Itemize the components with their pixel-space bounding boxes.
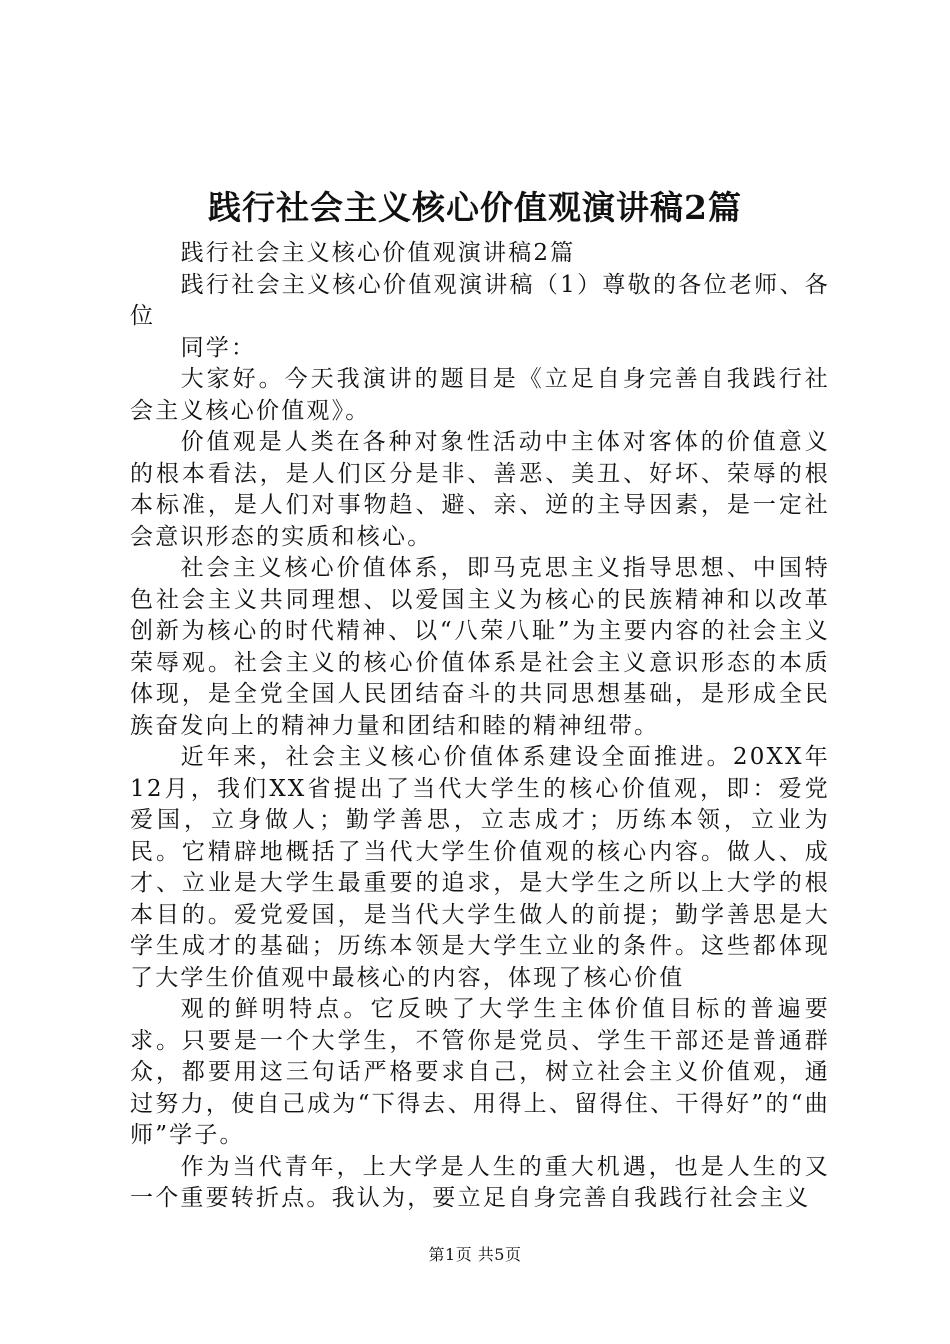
paragraph-subtitle: 践行社会主义核心价值观演讲稿2篇	[180, 240, 576, 266]
page-footer: 第1页 共5页	[428, 1245, 522, 1264]
document-body	[130, 238, 830, 1215]
paragraph-values-definition: 价值观是人类在各种对象性活动中主体对客体的价值意义的根本看法，是人们区分是非、善恶、美丑、好坏、荣辱的根本标准，是人们对事物趋、避、亲、逆的主导因素，是一定社会意识形态的实质和核心。	[130, 429, 830, 550]
paragraph-greeting: 大家好。今天我演讲的题目是《立足自身完善自我践行社会主义核心价值观》。	[130, 366, 830, 424]
document-title: 践行社会主义核心价值观演讲稿2篇	[208, 188, 742, 227]
paragraph-heading-1: 践行社会主义核心价值观演讲稿（1）尊敬的各位老师、各位	[130, 271, 830, 329]
paragraph-recent-years: 近年来，社会主义核心价值体系建设全面推进。20XX年12月，我们XX省提出了当代大学生的核心价值观，即：爱党爱国，立身做人；勤学善思，立志成才；历练本领，立业为民。它精辟地概括了当代大学生价值观的核心内容。做人、成才、立业是大学生最重要的追求，是大学生之所以上大学的根本目的。爱党爱国，是当代大学生做人的前提；勤学善思是大学生成才的基础；历练本领是大学生立业的条件。这些都体现了大学生价值观中最核心的内容，体现了核心价值	[130, 744, 830, 991]
paragraph-salutation: 同学：	[180, 334, 257, 361]
paragraph-youth: 作为当代青年，上大学是人生的重大机遇，也是人生的又一个重要转折点。我认为，要立足自身完善自我践行社会主义	[130, 1153, 830, 1211]
paragraph-core-value-system: 社会主义核心价值体系，即马克思主义指导思想、中国特色社会主义共同理想、以爱国主义为核心的民族精神和以改革创新为核心的时代精神、以“八荣八耻”为主要内容的社会主义荣辱观。社会主义的核心价值体系是社会主义意识形态的本质体现，是全党全国人民团结奋斗的共同思想基础，是形成全民族奋发向上的精神力量和团结和睦的精神纽带。	[130, 555, 830, 739]
paragraph-features: 观的鲜明特点。它反映了大学生主体价值目标的普遍要求。只要是一个大学生，不管你是党员、学生干部还是普通群众，都要用这三句话严格要求自己，树立社会主义价值观，通过努力，使自己成为“下得去、用得上、留得住、干得好”的“曲师”学子。	[130, 996, 830, 1148]
